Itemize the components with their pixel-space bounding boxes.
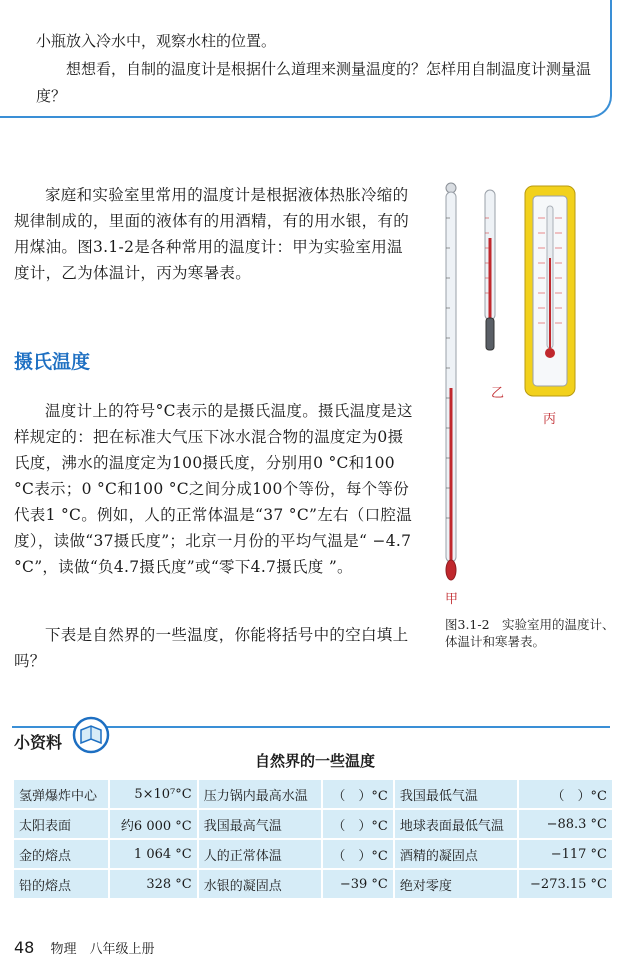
table-title: 自然界的一些温度 [254,752,375,770]
cell-value: −88.3 °C [518,809,613,839]
cell-value: 约6 000 °C [109,809,198,839]
temperature-table [12,778,614,900]
body-paragraph-2: 温度计上的符号°C表示的是摄氏温度。摄氏温度是这样规定的：把在标准大气压下冰水混合物的温度定为0摄氏度，沸水的温度定为100摄氏度，分别用0 °C和100 °C表示；0 °C和100 °C之间分成100个等份，每个等份代表1 °C。例如，人的正常体温是“37 °C”左右（口腔温度），读做“37摄氏度”；北京一月份的平均气温是“ −4.7 °C”，读做“负4.7摄氏度”或“零下4.7摄氏度 ”。 [14,402,413,576]
body-paragraph-1: 家庭和实验室里常用的温度计是根据液体热胀冷缩的规律制成的，里面的液体有的用酒精，有的用水银，有的用煤油。图3.1-2是各种常用的温度计：甲为实验室用温度计，乙为体温计，丙为寒暑表。 [14,186,410,282]
cell-value: −39 °C [322,869,394,899]
label-jia: 甲 [445,592,459,607]
cell-name: 地球表面最低气温 [394,809,518,839]
cell-name: 我国最高气温 [198,809,322,839]
cell-name: 我国最低气温 [394,779,518,809]
page-number: 48 [14,938,35,957]
cell-name: 压力锅内最高水温 [198,779,322,809]
cell-value: （ ）°C [322,779,394,809]
cell-name: 人的正常体温 [198,839,322,869]
cell-name: 酒精的凝固点 [394,839,518,869]
cell-value: （ ）°C [322,839,394,869]
label-bing: 丙 [543,412,557,427]
label-yi: 乙 [491,386,505,401]
cell-name: 铅的熔点 [13,869,109,899]
page-footer [14,938,155,957]
book-icon [72,716,110,754]
body-paragraph-3: 下表是自然界的一些温度，你能将括号中的空白填上吗？ [14,626,409,670]
cell-name: 氢弹爆炸中心 [13,779,109,809]
table-row [13,839,613,869]
cell-value: 5×10⁷°C [109,779,198,809]
table-row [13,869,613,899]
cell-name: 金的熔点 [13,839,109,869]
thermometers-figure [425,178,625,598]
cell-value: （ ）°C [322,809,394,839]
lab-thermometer [446,183,456,580]
figure-caption: 图3.1-2 实验室用的温度计、体温计和寒暑表。 [445,617,615,649]
clinical-thermometer [485,190,495,350]
cell-value: （ ）°C [518,779,613,809]
intro-line: 小瓶放入冷水中，观察水柱的位置。 [36,32,277,50]
table-row [13,779,613,809]
intro-paragraph: 想想看，自制的温度计是根据什么道理来测量温度的？怎样用自制温度计测量温度？ [36,60,592,105]
cell-value: 1 064 °C [109,839,198,869]
cell-value: 328 °C [109,869,198,899]
book-title: 物理 八年级上册 [50,942,155,957]
cell-value: −117 °C [518,839,613,869]
cell-name: 绝对零度 [394,869,518,899]
sidebar-title: 小资料 [14,733,63,752]
section-heading: 摄氏温度 [14,351,91,373]
table-row [13,809,613,839]
wall-thermometer [525,186,575,396]
cell-name: 水银的凝固点 [198,869,322,899]
cell-name: 太阳表面 [13,809,109,839]
cell-value: −273.15 °C [518,869,613,899]
